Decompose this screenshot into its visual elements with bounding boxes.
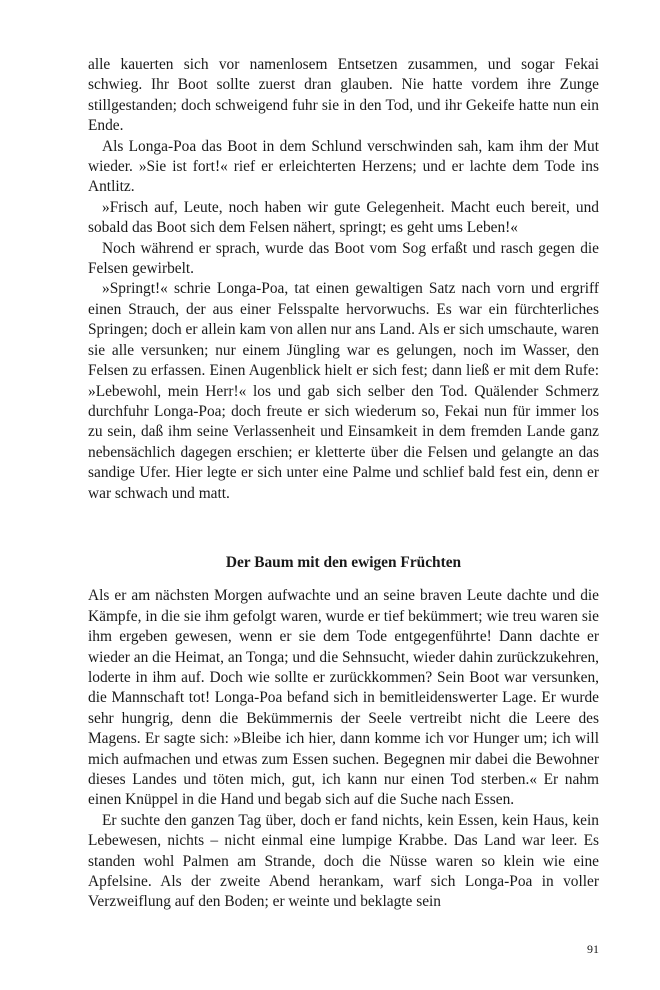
paragraph: Als er am nächsten Morgen aufwachte und an seine braven Leute dachte und die Kämpfe, in die sie ihm gefolgt waren, wurde er tief bekümmert; wie treu waren sie ihm ergeben gewesen, wenn er sie dem Tode entgegenführte! Dann dachte er wieder an die Heimat, an Tonga; und die Sehnsucht, wieder dahin zurückzukehren, loderte in ihm auf. Doch wie sollte er zurückkommen? Sein Boot war versunken, die Mannschaft tot! Longa-Poa befand sich in bemitleidenswerter Lage. Er wurde sehr hungrig, denn die Bekümmernis der Seele vertreibt nicht die Leere des Magens. Er sagte sich: »Bleibe ich hier, dann komme ich vor Hunger um; ich will mich aufmachen und etwas zum Essen suchen. Begegnen mir dabei die Bewohner dieses Landes und töten mich, gut, ich kann nur einen Tod sterben.« Er nahm einen Knüppel in die Hand und begab sich auf die Suche nach Essen. (88, 587, 599, 809)
paragraph: alle kauerten sich vor namenlosem Entsetzen zusammen, und sogar Fekai schwieg. Ihr Boot sollte zuerst dran glauben. Nie hatte vordem ihre Zunge stillgestanden; doch schweigend fuhr sie in den Tod, und ihr Gekeife hatte nun ein Ende. (88, 56, 599, 135)
paragraph: Noch während er sprach, wurde das Boot vom Sog erfaßt und rasch gegen die Felsen gewirbelt. (88, 239, 599, 278)
paragraph: »Frisch auf, Leute, noch haben wir gute Gelegenheit. Macht euch bereit, und sobald das Boot sich dem Felsen nähert, springt; es geht ums Leben!« (88, 198, 599, 237)
paragraph: Als Longa-Poa das Boot in dem Schlund verschwinden sah, kam ihm der Mut wieder. »Sie ist fort!« rief er erleichterten Herzens; und er lachte dem Tode ins Antlitz. (88, 137, 599, 196)
paragraph: Er suchte den ganzen Tag über, doch er fand nichts, kein Essen, kein Haus, kein Lebewesen, nichts – nicht einmal eine lumpige Krabbe. Das Land war leer. Es standen wohl Palmen am Strande, doch die Nüsse waren so klein wie eine Apfelsine. Als der zweite Abend herankam, warf sich Longa-Poa in voller Verzweiflung auf den Boden; er weinte und beklagte sein (88, 811, 599, 911)
paragraphs-after (88, 586, 599, 913)
page-number: 91 (587, 942, 599, 956)
text-block (88, 55, 599, 913)
paragraph: »Springt!« schrie Longa-Poa, tat einen gewaltigen Satz nach vorn und ergriff einen Strauch, der aus einer Felsspalte hervorwuchs. Es war ein fürchterliches Springen; doch er allein kam von allen nur ans Land. Als er sich umschaute, waren sie alle versunken; nur einem Jüngling war es gelungen, noch im Wasser, den Felsen zu erfassen. Einen Augenblick hielt er sich fest; dann ließ er mit dem Rufe: »Lebewohl, mein Herr!« los und gab sich selber den Tod. Quälender Schmerz durchfuhr Longa-Poa; doch freute er sich wiederum so, Fekai nun für immer los zu sein, daß ihm seine Verlassenheit und Einsamkeit in dem fremden Lande ganz nebensächlich dagegen erschien; er kletterte über die Felsen und gelangte an das sandige Ufer. Hier legte er sich unter eine Palme und schlief bald fest ein, denn er war schwach und matt. (88, 280, 599, 502)
paragraphs-before (88, 55, 599, 504)
chapter-heading: Der Baum mit den ewigen Früchten (225, 553, 462, 571)
